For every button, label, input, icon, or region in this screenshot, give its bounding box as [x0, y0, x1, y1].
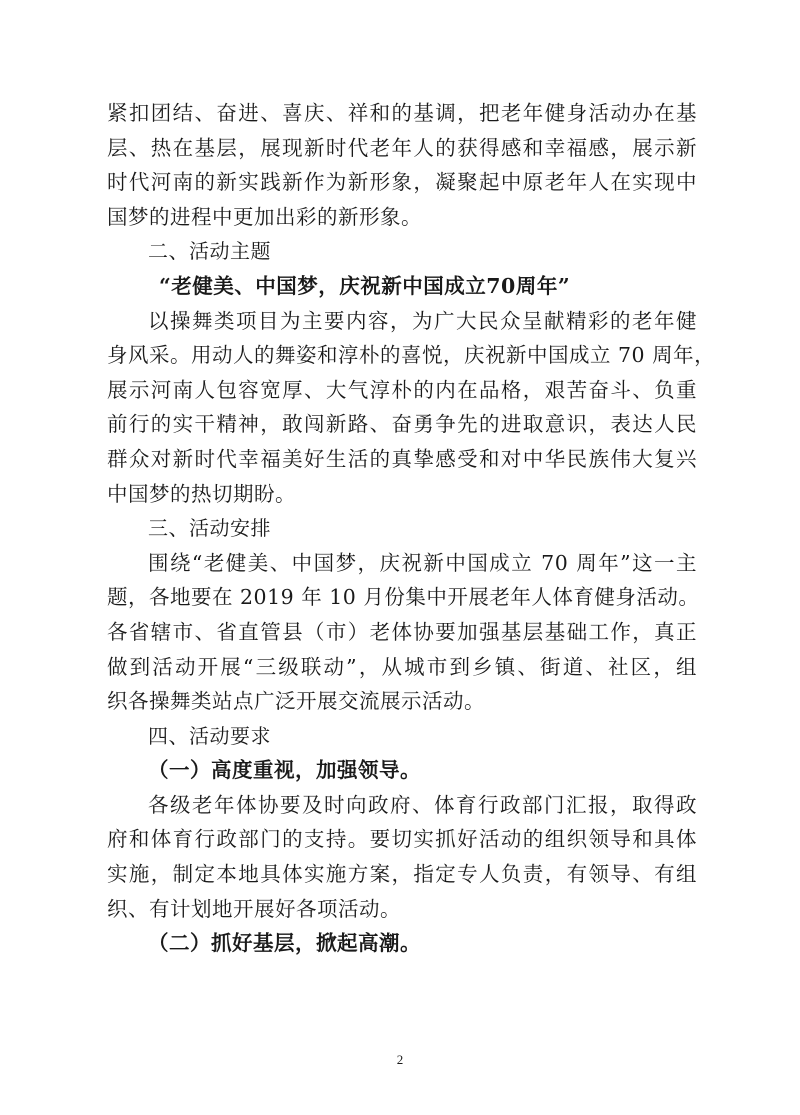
- paragraph-line: 国梦的进程中更加出彩的新形象。: [107, 204, 422, 229]
- section-heading-theme: 二、活动主题: [148, 239, 271, 264]
- paragraph-line: 府和体育行政部门的支持。要切实抓好活动的组织领导和具体: [107, 827, 697, 852]
- intro-paragraph: [107, 96, 697, 234]
- paragraph-line: 时代河南的新实践新作为新形象，凝聚起中原老年人在实现中: [107, 170, 697, 195]
- paragraph-line: 前行的实干精神，敢闯新路、奋勇争先的进取意识，表达人民: [107, 412, 697, 437]
- paragraph-line: 织各操舞类站点广泛开展交流展示活动。: [107, 689, 485, 714]
- theme-paragraph: [107, 304, 716, 512]
- leadership-paragraph: [107, 788, 697, 926]
- paragraph-line: 身风采。用动人的舞姿和淳朴的喜悦，庆祝新中国成立 70 周年，: [107, 343, 716, 368]
- section-heading-arrangement: 三、活动安排: [148, 516, 271, 541]
- paragraph-line: 围绕“老健美、中国梦，庆祝新中国成立 70 周年”这一主: [148, 550, 697, 575]
- section-heading-requirements: 四、活动要求: [148, 723, 271, 748]
- theme-title: “老健美、中国梦，庆祝新中国成立70周年”: [159, 273, 571, 298]
- paragraph-line: 中国梦的热切期盼。: [107, 481, 296, 506]
- paragraph-line: 实施，制定本地具体实施方案，指定专人负责，有领导、有组: [107, 862, 697, 887]
- paragraph-line: 做到活动开展“三级联动”，从城市到乡镇、街道、社区，组: [107, 654, 697, 679]
- arrangement-paragraph: [107, 546, 700, 719]
- page-number: 2: [396, 1052, 404, 1067]
- paragraph-line: 展示河南人包容宽厚、大气淳朴的内在品格，艰苦奋斗、负重: [107, 377, 697, 402]
- paragraph-line: 各级老年体协要及时向政府、体育行政部门汇报，取得政: [148, 792, 697, 817]
- paragraph-line: 各省辖市、省直管县（市）老体协要加强基层基础工作，真正: [107, 619, 697, 644]
- paragraph-line: 题，各地要在 2019 年 10 月份集中开展老年人体育健身活动。: [107, 585, 700, 610]
- paragraph-line: 层、热在基层，展现新时代老年人的获得感和幸福感，展示新: [107, 135, 697, 160]
- document-page: [107, 96, 716, 961]
- paragraph-line: 紧扣团结、奋进、喜庆、祥和的基调，把老年健身活动办在基: [107, 101, 697, 125]
- paragraph-line: 以操舞类项目为主要内容，为广大民众呈献精彩的老年健: [148, 308, 697, 333]
- paragraph-line: 织、有计划地开展好各项活动。: [107, 896, 401, 921]
- subsection-title-grassroots: （二）抓好基层，掀起高潮。: [148, 931, 421, 956]
- subsection-title-leadership: （一）高度重视，加强领导。: [148, 758, 421, 783]
- paragraph-line: 群众对新时代幸福美好生活的真挚感受和对中华民族伟大复兴: [107, 446, 697, 471]
